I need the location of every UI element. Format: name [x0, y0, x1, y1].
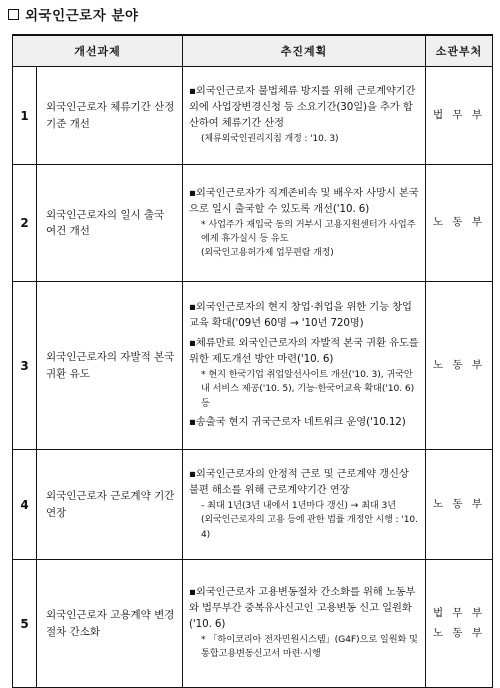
plan-note: * 현지 한국기업 취업알선사이트 개선('10. 3), 귀국안내 서비스 제공('10. 5), 기능·한국어교육 확대('10. 6) 등 [201, 369, 415, 409]
plan-item: ▪외국인근로자의 안정적 근로 및 근로계약 갱신상 불편 해소를 위해 근로계약기간 연장 [189, 468, 409, 496]
plan-cell [183, 450, 426, 560]
task-cell: 외국인근로자 고용계약 변경절차 간소화 [37, 560, 183, 688]
dept-cell: 법 무 부 노 동 부 [426, 560, 493, 688]
plan-item: ▪외국인근로자가 직계존비속 및 배우자 사망시 본국으로 일시 출국할 수 있도록 개선('10. 6) [189, 186, 419, 215]
dept-cell: 노 동 부 [426, 282, 493, 450]
plan-item: ▪외국인근로자 불법체류 방지를 위해 근로계약기간 외에 사업장변경신청 등 소요기간(30일)을 추가 합산하여 체류기간 산정 [189, 85, 416, 130]
plan-cell [183, 560, 426, 688]
table-header-row [13, 35, 493, 67]
section-heading [8, 4, 139, 24]
plan-item: ▪체류만료 외국인근로자의 자발적 본국 귀환 유도를 위한 제도개선 방안 마련('10. 6) [189, 337, 419, 366]
row-number: 4 [13, 450, 37, 560]
task-cell: 외국인근로자의 일시 출국 여건 개선 [37, 165, 183, 282]
dept-cell: 법 무 부 [426, 67, 493, 165]
task-cell: 외국인근로자의 자발적 본국 귀환 유도 [37, 282, 183, 450]
table-row [13, 67, 493, 165]
plan-note: - 최대 1년(3년 내에서 1년마다 갱신) → 최대 3년 [201, 499, 396, 511]
header-dept: 소관부처 [426, 35, 493, 67]
table-row [13, 165, 493, 282]
plan-cell [183, 165, 426, 282]
row-number: 3 [13, 282, 37, 450]
table-row [13, 560, 493, 688]
table-row [13, 282, 493, 450]
row-number: 1 [13, 67, 37, 165]
row-number: 2 [13, 165, 37, 282]
plan-item: ▪외국인근로자 고용변동절차 간소화를 위해 노동부와 법무부간 중복유사신고인 고용변동 신고 일원화('10. 6) [189, 586, 416, 631]
row-number: 5 [13, 560, 37, 688]
table-row [13, 450, 493, 560]
checkbox-icon [8, 9, 19, 20]
header-task: 개선과제 [13, 35, 183, 67]
plan-note: (외국인근로자의 고용 등에 관한 법률 개정안 시행 : '10. 4) [201, 515, 418, 540]
plan-note: (외국인고용허가제 업무편람 개정) [201, 248, 334, 258]
plan-item: ▪외국인근로자의 현지 창업·취업을 위한 기능 창업교육 확대('09년 60명 → '10년 720명) [189, 301, 412, 330]
plan-cell [183, 282, 426, 450]
dept-cell: 노 동 부 [426, 450, 493, 560]
plan-note: * 사업주가 재입국 동의 거부시 고용지원센터가 사업주에게 휴가실시 등 유도 [201, 218, 416, 244]
section-title: 외국인근로자 분야 [25, 8, 139, 24]
plan-note: * 「하이코리아 전자민원시스템」(G4F)으로 일원화 및 통합고용변동신고서 마련·시행 [201, 634, 418, 660]
dept-cell: 노 동 부 [426, 165, 493, 282]
task-cell: 외국인근로자 체류기간 산정기준 개선 [37, 67, 183, 165]
plan-note: (체류외국인권리지침 개정 : '10. 3) [201, 134, 339, 145]
improvement-table [12, 34, 493, 688]
plan-item: ▪송출국 현지 귀국근로자 네트워크 운영('10.12) [189, 415, 406, 428]
header-plan: 추진계획 [183, 35, 426, 67]
task-cell: 외국인근로자 근로계약 기간 연장 [37, 450, 183, 560]
plan-cell [183, 67, 426, 165]
